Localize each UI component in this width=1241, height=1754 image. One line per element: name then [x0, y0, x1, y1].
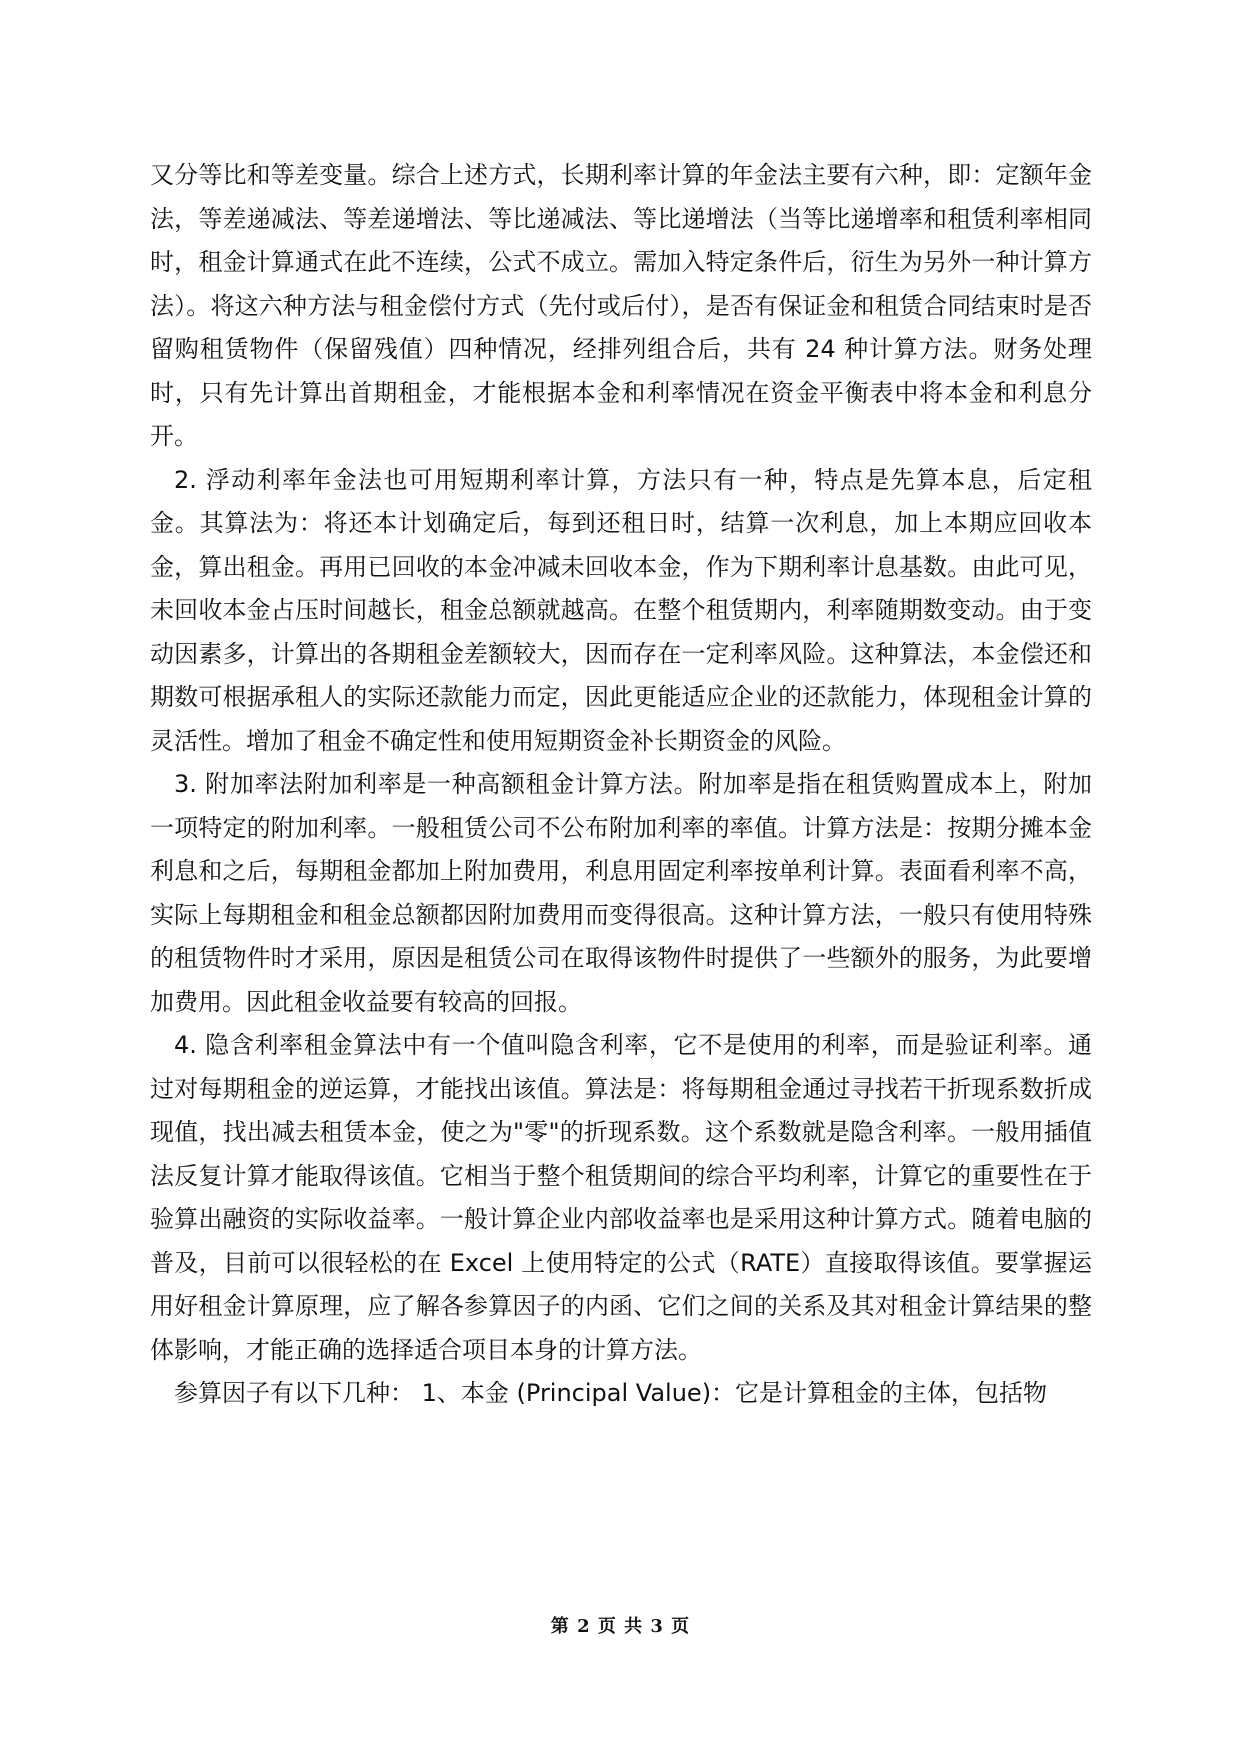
document-body — [150, 154, 1092, 1416]
page-number-footer: 第 2 页 共 3 页 — [550, 1616, 691, 1637]
paragraph-implicit-rate: 4. 隐含利率租金算法中有一个值叫隐含利率，它不是使用的利率，而是验证利率。通过对每期租金的逆运算，才能找出该值。算法是：将每期租金通过寻找若干折现系数折成现值，找出减去租赁本金，使之为"零"的折现系数。这个系数就是隐含利率。一般用插值法反复计算才能取得该值。它相当于整个租赁期间的综合平均利率，计算它的重要性在于验算出融资的实际收益率。一般计算企业内部收益率也是采用这种计算方式。随着电脑的普及，目前可以很轻松的在 Excel 上使用特定的公式（RATE）直接取得该值。要掌握运用好租金计算原理，应了解各参算因子的内函、它们之间的关系及其对租金计算结果的整体影响，才能正确的选择适合项目本身的计算方法。 — [150, 1031, 1092, 1364]
paragraph-floating-rate: 2. 浮动利率年金法也可用短期利率计算，方法只有一种，特点是先算本息，后定租金。其算法为：将还本计划确定后，每到还租日时，结算一次利息，加上本期应回收本金，算出租金。再用已回收的本金冲减未回收本金，作为下期利率计息基数。由此可见，未回收本金占压时间越长，租金总额就越高。在整个租赁期内，利率随期数变动。由于变动因素多，计算出的各期租金差额较大，因而存在一定利率风险。这种算法，本金偿还和期数可根据承租人的实际还款能力而定，因此更能适应企业的还款能力，体现租金计算的灵活性。增加了租金不确定性和使用短期资金补长期资金的风险。 — [150, 465, 1092, 755]
paragraph-factors: 参算因子有以下几种： 1、本金 (Principal Value)：它是计算租金的主体，包括物 — [174, 1379, 1048, 1407]
paragraph-add-on-rate: 3. 附加率法附加利率是一种高额租金计算方法。附加率是指在租赁购置成本上，附加一项特定的附加利率。一般租赁公司不公布附加利率的率值。计算方法是：按期分摊本金利息和之后，每期租金都加上附加费用，利息用固定利率按单利计算。表面看利率不高，实际上每期租金和租金总额都因附加费用而变得很高。这种计算方法，一般只有使用特殊的租赁物件时才采用，原因是租赁公司在取得该物件时提供了一些额外的服务，为此要增加费用。因此租金收益要有较高的回报。 — [150, 770, 1092, 1016]
paragraph-annuity-methods: 又分等比和等差变量。综合上述方式，长期利率计算的年金法主要有六种，即：定额年金法，等差递减法、等差递增法、等比递减法、等比递增法（当等比递增率和租赁利率相同时，租金计算通式在此不连续，公式不成立。需加入特定条件后，衍生为另外一种计算方法）。将这六种方法与租金偿付方式（先付或后付），是否有保证金和租赁合同结束时是否留购租赁物件（保留残值）四种情况，经排列组合后，共有 24 种计算方法。财务处理时，只有先计算出首期租金，才能根据本金和利率情况在资金平衡表中将本金和利息分开。 — [150, 161, 1092, 450]
